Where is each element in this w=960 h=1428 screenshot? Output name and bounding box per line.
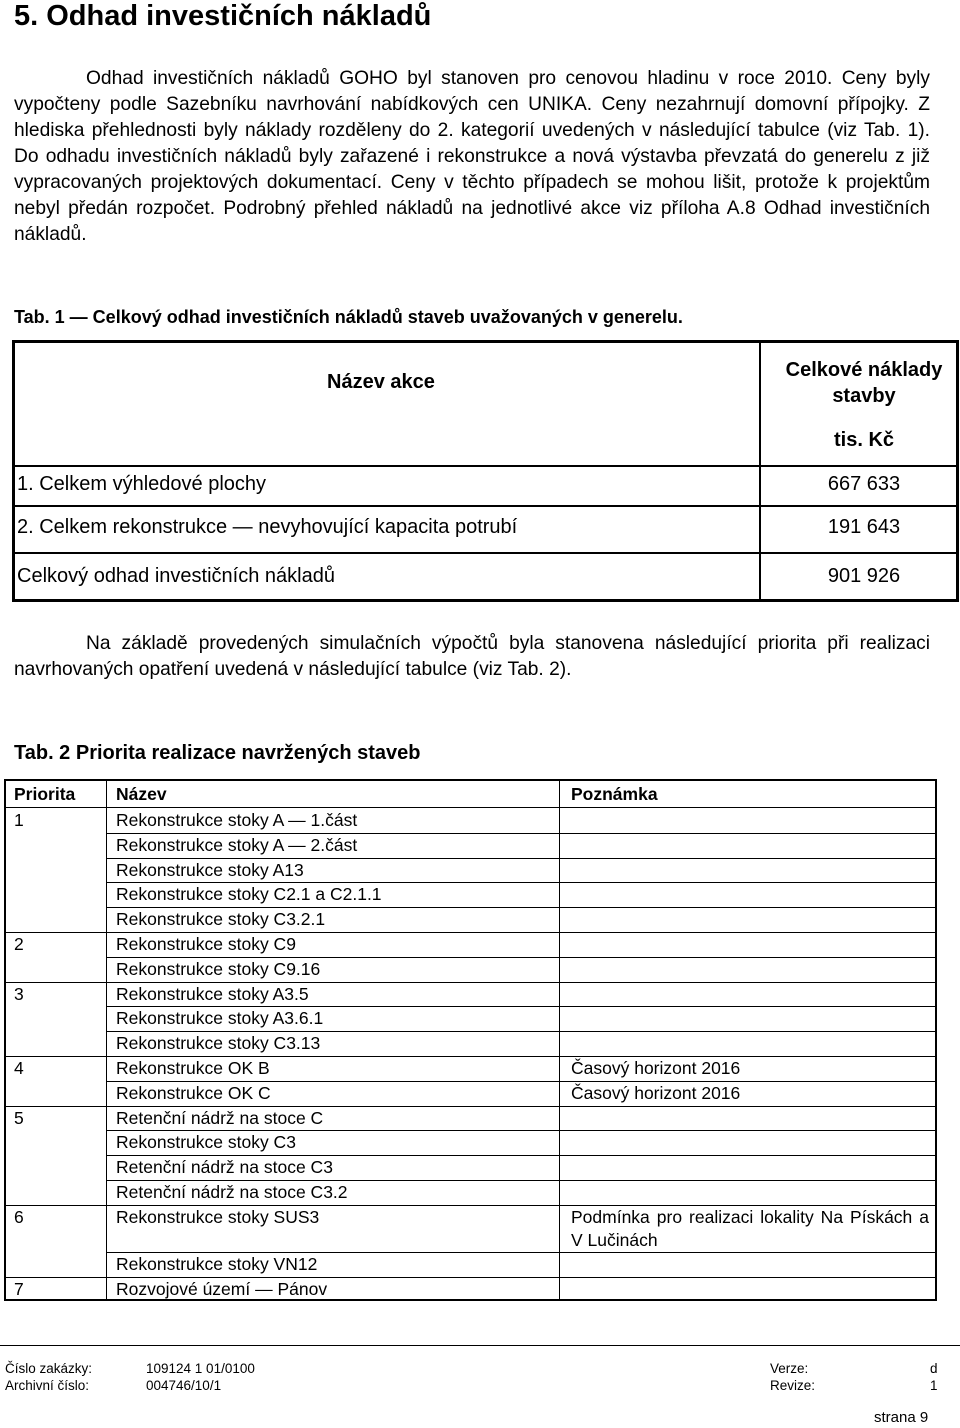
intro-paragraph-text: Odhad investičních nákladů GOHO byl stanoven pro cenovou hladinu v roce 2010. Ceny byly vypočteny podle Sazebníku navrhování nabídkových cen UNIKA. Ceny nezahrnují domovní přípojky. Z hlediska přehlednosti byly náklady rozděleny do 2. kategorií uvedených v následující tabulce (viz Tab. 1). Do odhadu investičních nákladů byly zařazené i rekonstrukce a nová výstavba převzatá do generelu z již vypracovaných projektových dokumentací. Ceny v těchto případech se mohou lišit, protože k projektům nebyl předán rozpočet. Podrobný přehled nákladů na jednotlivé akce viz příloha A.8 Odhad investičních nákladů. bbox=[14, 68, 930, 245]
priority-paragraph bbox=[14, 631, 930, 683]
row-name: Rekonstrukce stoky A — 1.část bbox=[116, 810, 358, 830]
row-name: Rekonstrukce stoky A3.5 bbox=[116, 983, 309, 1004]
page-number: strana 9 bbox=[874, 1409, 929, 1426]
row-priority: 6 bbox=[14, 1206, 24, 1227]
row-name: Rekonstrukce stoky C3.2.1 bbox=[116, 909, 326, 930]
row-name: Rekonstrukce stoky A — 2.část bbox=[116, 834, 358, 855]
table-row bbox=[6, 957, 935, 982]
footer-archive-value: 004746/10/1 bbox=[146, 1378, 222, 1393]
row-priority: 3 bbox=[14, 983, 24, 1004]
table-row bbox=[6, 907, 935, 932]
table-row bbox=[6, 982, 935, 1007]
cost-row-value: 667 633 bbox=[827, 473, 901, 495]
header-name: Název bbox=[116, 784, 167, 804]
row-name: Rozvojové území — Pánov bbox=[116, 1278, 328, 1299]
table-row bbox=[6, 1277, 935, 1302]
footer-revision-value: 1 bbox=[930, 1378, 938, 1393]
row-note: Podmínka pro realizaci lokality Na Pískách a V Lučinách bbox=[571, 1206, 929, 1250]
table-row bbox=[6, 833, 935, 858]
cost-row-name: 2. Celkem rekonstrukce — nevyhovující kapacita potrubí bbox=[17, 516, 518, 538]
row-name: Rekonstrukce OK C bbox=[116, 1082, 271, 1103]
table1-caption: Tab. 1 — Celkový odhad investičních nákladů staveb uvažovaných v generelu. bbox=[14, 307, 683, 327]
footer-version-value: d bbox=[930, 1361, 938, 1376]
row-name: Rekonstrukce stoky C3.13 bbox=[116, 1033, 321, 1054]
priority-table-header bbox=[6, 782, 935, 807]
row-name: Rekonstrukce stoky A13 bbox=[116, 859, 304, 880]
table-row bbox=[6, 1130, 935, 1155]
row-name: Rekonstrukce stoky VN12 bbox=[116, 1253, 318, 1274]
table-row bbox=[6, 1155, 935, 1180]
table-row bbox=[6, 808, 935, 833]
table-row bbox=[6, 1252, 935, 1277]
row-name: Rekonstrukce stoky C9 bbox=[116, 934, 296, 954]
row-name: Rekonstrukce stoky C9.16 bbox=[116, 958, 321, 979]
footer-revision-label: Revize: bbox=[770, 1378, 816, 1393]
row-name: Retenční nádrž na stoce C3 bbox=[116, 1157, 333, 1178]
table-row bbox=[6, 1056, 935, 1081]
row-name: Rekonstrukce stoky C3 bbox=[116, 1132, 296, 1153]
row-priority: 2 bbox=[14, 934, 24, 954]
row-name: Rekonstrukce OK B bbox=[116, 1058, 270, 1078]
row-name: Retenční nádrž na stoce C bbox=[116, 1107, 324, 1128]
header-cost-line1: Celkové náklady bbox=[785, 359, 943, 381]
table-row bbox=[6, 1106, 935, 1131]
row-priority: 1 bbox=[14, 810, 24, 830]
intro-paragraph bbox=[14, 66, 930, 248]
table-row bbox=[6, 1180, 935, 1205]
cost-table bbox=[12, 340, 959, 602]
table-row bbox=[6, 858, 935, 883]
cost-table-divider bbox=[759, 343, 761, 599]
footer-order-label: Číslo zakázky: bbox=[5, 1361, 93, 1376]
row-note: Časový horizont 2016 bbox=[571, 1058, 741, 1078]
table2-caption: Tab. 2 Priorita realizace navržených staveb bbox=[14, 742, 421, 764]
priority-paragraph-text: Na základě provedených simulačních výpočtů byla stanovena následující priorita při realizaci navrhovaných opatření uvedená v následující tabulce (viz Tab. 2). bbox=[14, 633, 930, 680]
row-name: Rekonstrukce stoky C2.1 a C2.1.1 bbox=[116, 884, 382, 905]
priority-table bbox=[4, 779, 937, 1301]
table-row bbox=[6, 882, 935, 907]
table-row bbox=[6, 932, 935, 957]
header-note: Poznámka bbox=[571, 784, 658, 804]
header-name: Název akce bbox=[327, 371, 435, 393]
cost-total-name: Celkový odhad investičních nákladů bbox=[17, 565, 335, 587]
cost-row-value: 191 643 bbox=[827, 516, 901, 538]
section-heading: 5. Odhad investičních nákladů bbox=[14, 0, 432, 32]
header-unit: tis. Kč bbox=[833, 429, 895, 451]
footer-divider bbox=[0, 1345, 960, 1346]
cost-row-name: 1. Celkem výhledové plochy bbox=[17, 473, 267, 495]
row-name: Rekonstrukce stoky A3.6.1 bbox=[116, 1008, 324, 1029]
row-name: Retenční nádrž na stoce C3.2 bbox=[116, 1182, 348, 1202]
table-row bbox=[6, 1006, 935, 1031]
row-name: Rekonstrukce stoky SUS3 bbox=[116, 1206, 320, 1227]
row-note: Časový horizont 2016 bbox=[571, 1082, 741, 1103]
footer-archive-label: Archivní číslo: bbox=[5, 1378, 90, 1393]
row-priority: 5 bbox=[14, 1107, 24, 1128]
table-row bbox=[6, 1031, 935, 1056]
footer-order-value: 109124 1 01/0100 bbox=[146, 1361, 255, 1376]
row-priority: 4 bbox=[14, 1058, 24, 1078]
row-priority: 7 bbox=[14, 1278, 24, 1299]
header-priority: Priorita bbox=[14, 784, 76, 804]
table-row bbox=[6, 1081, 935, 1106]
header-cost-line2: stavby bbox=[832, 385, 896, 407]
cost-total-value: 901 926 bbox=[827, 565, 901, 587]
footer-version-label: Verze: bbox=[770, 1361, 809, 1376]
table-row bbox=[6, 1205, 935, 1252]
